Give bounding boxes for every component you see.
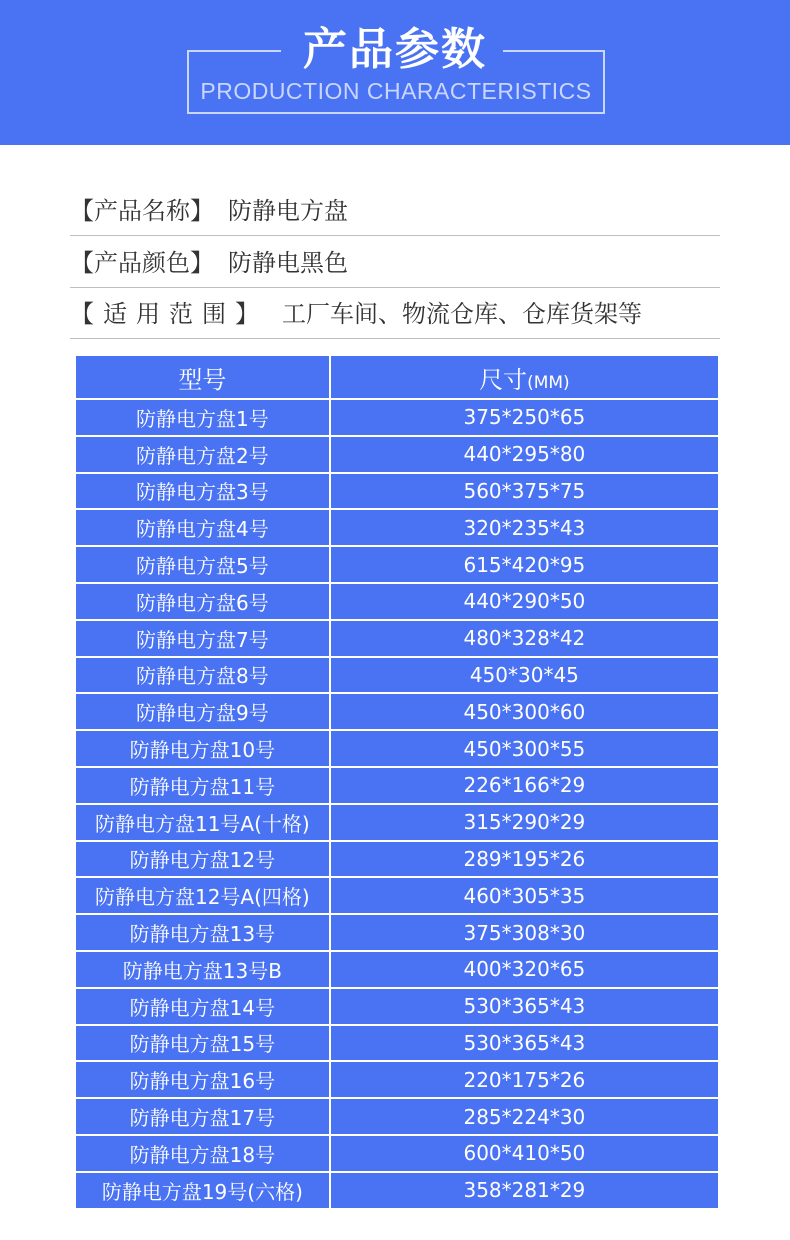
cell-model: 防静电方盘12号A(四格) — [75, 877, 330, 914]
cell-model: 防静电方盘11号 — [75, 767, 330, 804]
table-row — [75, 951, 719, 988]
table-row — [75, 399, 719, 436]
table-row — [75, 1061, 719, 1098]
cell-size: 315*290*29 — [330, 804, 719, 841]
cell-size: 375*308*30 — [330, 914, 719, 951]
cell-model: 防静电方盘6号 — [75, 583, 330, 620]
cell-model: 防静电方盘17号 — [75, 1098, 330, 1135]
cell-model: 防静电方盘2号 — [75, 436, 330, 473]
table-row — [75, 473, 719, 510]
cell-size: 450*300*60 — [330, 693, 719, 730]
page-title: 产品参数 — [303, 24, 487, 75]
header-model: 型号 — [75, 355, 330, 399]
cell-size: 480*328*42 — [330, 620, 719, 657]
cell-model: 防静电方盘13号B — [75, 951, 330, 988]
cell-size: 320*235*43 — [330, 509, 719, 546]
table-row — [75, 693, 719, 730]
cell-size: 530*365*43 — [330, 1025, 719, 1062]
cell-model: 防静电方盘14号 — [75, 988, 330, 1025]
info-label: 【适用范围】 — [70, 300, 268, 328]
cell-size: 560*375*75 — [330, 473, 719, 510]
cell-model: 防静电方盘18号 — [75, 1135, 330, 1172]
table-row — [75, 841, 719, 878]
cell-model: 防静电方盘3号 — [75, 473, 330, 510]
cell-model: 防静电方盘11号A(十格) — [75, 804, 330, 841]
info-value: 防静电方盘 — [228, 197, 348, 225]
cell-size: 220*175*26 — [330, 1061, 719, 1098]
cell-size: 450*30*45 — [330, 657, 719, 694]
info-row-product-color — [70, 238, 720, 288]
cell-size: 226*166*29 — [330, 767, 719, 804]
cell-model: 防静电方盘10号 — [75, 730, 330, 767]
cell-model: 防静电方盘4号 — [75, 509, 330, 546]
cell-model: 防静电方盘19号(六格) — [75, 1172, 330, 1209]
table-row — [75, 988, 719, 1025]
table-row — [75, 1025, 719, 1062]
cell-model: 防静电方盘16号 — [75, 1061, 330, 1098]
info-value: 防静电黑色 — [228, 249, 348, 277]
table-row — [75, 583, 719, 620]
table-row — [75, 1135, 719, 1172]
cell-model: 防静电方盘1号 — [75, 399, 330, 436]
cell-size: 375*250*65 — [330, 399, 719, 436]
info-row-usage-scope — [70, 289, 720, 339]
cell-size: 530*365*43 — [330, 988, 719, 1025]
cell-model: 防静电方盘8号 — [75, 657, 330, 694]
table-row — [75, 804, 719, 841]
cell-model: 防静电方盘15号 — [75, 1025, 330, 1062]
cell-size: 289*195*26 — [330, 841, 719, 878]
cell-model: 防静电方盘12号 — [75, 841, 330, 878]
cell-model: 防静电方盘7号 — [75, 620, 330, 657]
header-size: 尺寸(MM) — [330, 355, 719, 399]
cell-size: 460*305*35 — [330, 877, 719, 914]
cell-size: 285*224*30 — [330, 1098, 719, 1135]
cell-size: 600*410*50 — [330, 1135, 719, 1172]
info-label: 【产品颜色】 — [70, 249, 214, 277]
table-row — [75, 436, 719, 473]
table-row — [75, 546, 719, 583]
cell-size: 440*295*80 — [330, 436, 719, 473]
page-subtitle: PRODUCTION CHARACTERISTICS — [200, 78, 592, 104]
table-row — [75, 767, 719, 804]
header-size-unit: (MM) — [527, 372, 570, 393]
cell-model: 防静电方盘5号 — [75, 546, 330, 583]
table-row — [75, 1172, 719, 1209]
table-row — [75, 620, 719, 657]
cell-model: 防静电方盘13号 — [75, 914, 330, 951]
table-row — [75, 657, 719, 694]
table-row — [75, 914, 719, 951]
table-row — [75, 877, 719, 914]
table-row — [75, 1098, 719, 1135]
cell-size: 440*290*50 — [330, 583, 719, 620]
info-label: 【产品名称】 — [70, 197, 214, 225]
info-row-product-name — [70, 186, 720, 236]
table-header-row — [75, 355, 719, 399]
cell-size: 400*320*65 — [330, 951, 719, 988]
info-value: 工厂车间、物流仓库、仓库货架等 — [282, 300, 642, 328]
cell-size: 615*420*95 — [330, 546, 719, 583]
spec-table — [74, 354, 720, 1210]
cell-size: 358*281*29 — [330, 1172, 719, 1209]
cell-size: 450*300*55 — [330, 730, 719, 767]
table-row — [75, 509, 719, 546]
cell-model: 防静电方盘9号 — [75, 693, 330, 730]
table-row — [75, 730, 719, 767]
